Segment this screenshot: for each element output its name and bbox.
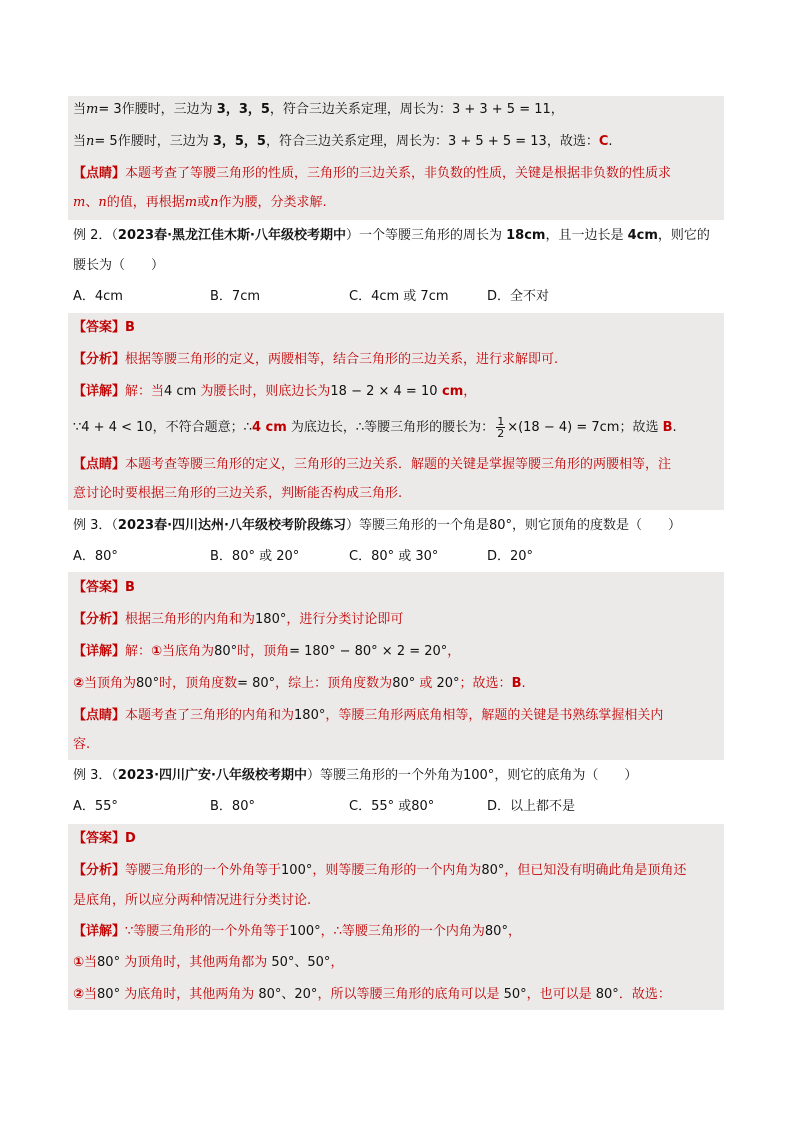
option-b: B．80°	[210, 799, 255, 814]
option-b: B．7cm	[210, 289, 261, 304]
analysis-line: 是底角，所以应分两种情况进行分类讨论.	[73, 893, 312, 908]
detail-line: 【详解】∵等腰三角形的一个外角等于100°，∴等腰三角形的一个内角为80°，	[73, 924, 521, 939]
solution-block-shade-2	[68, 313, 724, 510]
option-c: C．55° 或80°	[349, 799, 435, 814]
option-a: A．55°	[73, 799, 118, 814]
question-line: 腰长为（ ）	[73, 258, 165, 273]
note-line: 容.	[73, 737, 91, 752]
note-line: m、n的值，再根据m或n作为腰，分类求解.	[73, 195, 327, 210]
question-title: 例 3．（2023春·四川达州·八年级校考阶段练习）等腰三角形的一个角是80°，则它顶角的度数是（ ）	[73, 518, 682, 533]
solution-block-shade-3	[68, 572, 724, 760]
option-d: D．20°	[487, 549, 534, 564]
option-a: A．4cm	[73, 289, 123, 304]
detail-line: ②当顶角为80°时，顶角度数= 80°，综上：顶角度数为80° 或 20°；故选：B.	[73, 676, 526, 691]
solution-block-shade-4	[68, 824, 724, 1010]
solution-line: 当n= 5作腰时，三边为 3，5，5，符合三边关系定理，周长为：3 + 5 + 5 = 13，故选：C.	[73, 134, 613, 149]
option-d: D．全不对	[487, 289, 550, 304]
answer-line: 【答案】D	[73, 831, 136, 846]
option-d: D．以上都不是	[487, 799, 576, 814]
answer-line: 【答案】B	[73, 320, 135, 335]
detail-line: ②当80° 为底角时，其他两角为 80°、20°，所以等腰三角形的底角可以是 50°，也可以是 80°．故选：	[73, 987, 671, 1002]
note-line: 【点睛】本题考查了等腰三角形的性质，三角形的三边关系，非负数的性质，关键是根据非负数的性质求	[73, 166, 672, 181]
detail-line: 【详解】解：当4 cm 为腰长时，则底边长为18 − 2 × 4 = 10 cm，	[73, 384, 477, 399]
note-line: 【点睛】本题考查了三角形的内角和为180°，等腰三角形两底角相等，解题的关键是书熟练掌握相关内	[73, 708, 664, 723]
detail-line: ∵4 + 4 < 10，不符合题意；∴4 cm 为底边长，∴等腰三角形的腰长为： $\frac{1}{2}$ ×(18 − 4) = 7cm；故选 B.	[73, 415, 677, 440]
question-title: 例 3．（2023·四川广安·八年级校考期中）等腰三角形的一个外角为100°，则它的底角为（ ）	[73, 768, 638, 783]
note-line: 【点睛】本题考查等腰三角形的定义，三角形的三边关系．解题的关键是掌握等腰三角形的两腰相等，注	[73, 457, 672, 472]
analysis-line: 【分析】根据等腰三角形的定义，两腰相等，结合三角形的三边关系，进行求解即可.	[73, 352, 559, 367]
analysis-line: 【分析】等腰三角形的一个外角等于100°，则等腰三角形的一个内角为80°，但已知没有明确此角是顶角还	[73, 863, 687, 878]
answer-line: 【答案】B	[73, 580, 135, 595]
solution-line: 当m= 3作腰时，三边为 3，3，5，符合三边关系定理，周长为：3 + 3 + 5 = 11，	[73, 102, 564, 117]
option-b: B．80° 或 20°	[210, 549, 300, 564]
note-line: 意讨论时要根据三角形的三边关系，判断能否构成三角形.	[73, 486, 403, 501]
option-c: C．80° 或 30°	[349, 549, 439, 564]
note-tag: 【点睛】	[73, 166, 126, 181]
analysis-line: 【分析】根据三角形的内角和为180°，进行分类讨论即可	[73, 612, 404, 627]
detail-line: ①当80° 为顶角时，其他两角都为 50°、50°，	[73, 955, 344, 970]
question-title: 例 2．（2023春·黑龙江佳木斯·八年级校考期中）一个等腰三角形的周长为 18cm，且一边长是 4cm，则它的	[73, 228, 710, 243]
fraction-half: $\frac{1}{2}$	[497, 415, 505, 440]
option-c: C．4cm 或 7cm	[349, 289, 449, 304]
detail-line: 【详解】解：①当底角为80°时，顶角= 180° − 80° × 2 = 20°，	[73, 644, 461, 659]
option-a: A．80°	[73, 549, 118, 564]
